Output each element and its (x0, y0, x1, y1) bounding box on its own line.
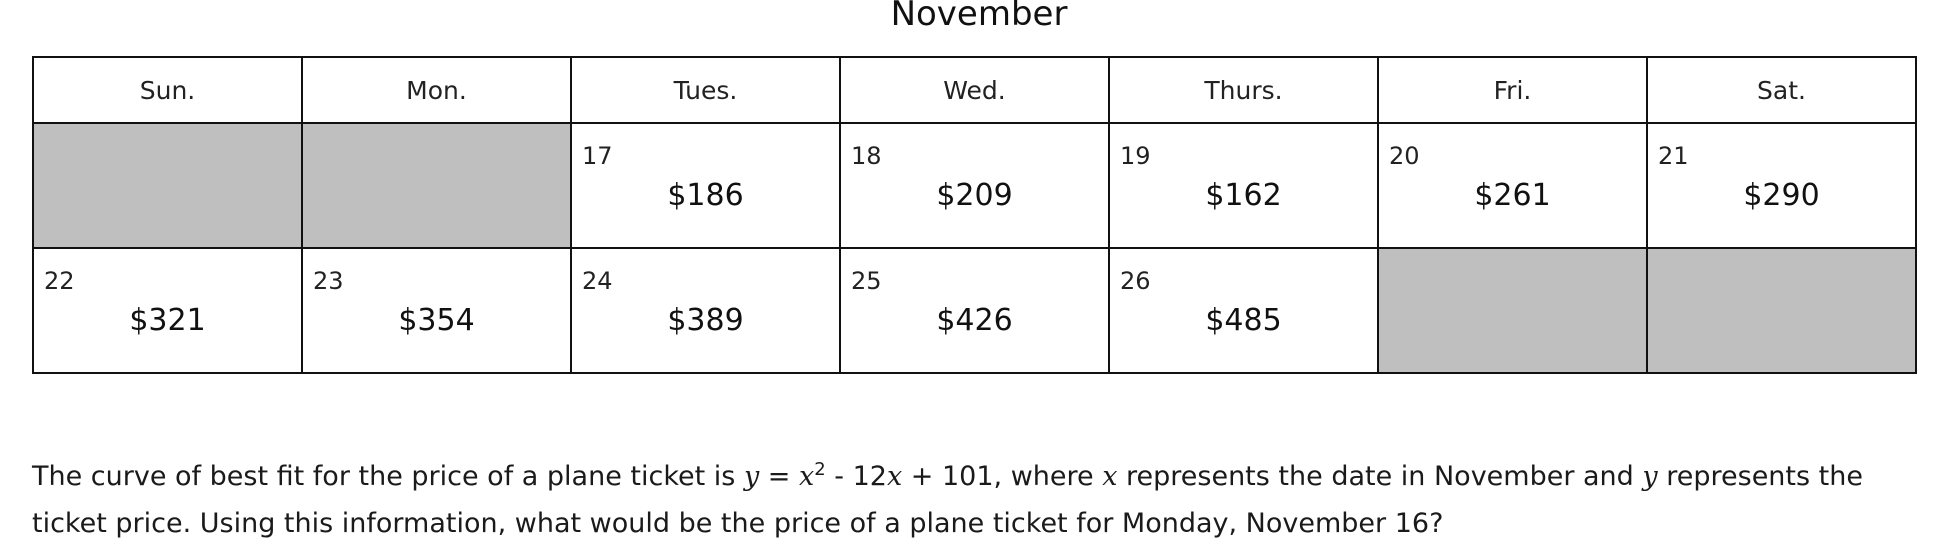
variable-y: y (743, 461, 760, 492)
day-header-wed: Wed. (840, 57, 1109, 123)
calendar-month-title: November (890, 0, 1068, 34)
day-number: 23 (313, 267, 344, 295)
question-part: - 12 (825, 461, 887, 492)
question-text (32, 453, 1922, 547)
empty-day-cell (33, 123, 302, 248)
question-part: represents the ticket price. Using this information, what would be the price of a plane ticket for Monday, November 16? (32, 461, 1863, 539)
day-cell-23 (302, 248, 571, 373)
question-part: represents the date in November and (1117, 461, 1643, 492)
week-row-1 (33, 123, 1916, 248)
exponent: 2 (814, 459, 826, 480)
day-cell-20 (1378, 123, 1647, 248)
ticket-price: $354 (398, 303, 475, 338)
day-header-thu: Thurs. (1109, 57, 1378, 123)
question-part: The curve of best fit for the price of a plane ticket is (32, 461, 744, 492)
variable-y: y (1642, 461, 1658, 492)
price-calendar-table (32, 56, 1917, 374)
day-number: 20 (1389, 142, 1420, 170)
day-header-sat: Sat. (1647, 57, 1916, 123)
day-header-mon: Mon. (302, 57, 571, 123)
question-part: = (759, 461, 800, 492)
ticket-price: $426 (936, 303, 1013, 338)
ticket-price: $209 (936, 178, 1013, 213)
day-cell-21 (1647, 123, 1916, 248)
week-row-2 (33, 248, 1916, 373)
ticket-price: $162 (1205, 178, 1282, 213)
empty-day-cell (1647, 248, 1916, 373)
day-cell-19 (1109, 123, 1378, 248)
ticket-price: $389 (667, 303, 744, 338)
day-cell-17 (571, 123, 840, 248)
day-number: 21 (1658, 142, 1689, 170)
day-cell-25 (840, 248, 1109, 373)
day-number: 17 (582, 142, 613, 170)
ticket-price: $290 (1743, 178, 1820, 213)
day-number: 19 (1120, 142, 1151, 170)
day-header-sun: Sun. (33, 57, 302, 123)
question-part: + 101, where (902, 461, 1103, 492)
day-cell-26 (1109, 248, 1378, 373)
day-number: 24 (582, 267, 613, 295)
ticket-price: $485 (1205, 303, 1282, 338)
empty-day-cell (302, 123, 571, 248)
ticket-price: $186 (667, 178, 744, 213)
day-number: 25 (851, 267, 882, 295)
variable-x: x (799, 461, 815, 492)
empty-day-cell (1378, 248, 1647, 373)
ticket-price: $321 (129, 303, 206, 338)
day-cell-18 (840, 123, 1109, 248)
ticket-price: $261 (1474, 178, 1551, 213)
day-number: 26 (1120, 267, 1151, 295)
day-header-tue: Tues. (571, 57, 840, 123)
variable-x: x (1102, 461, 1118, 492)
day-cell-22 (33, 248, 302, 373)
day-cell-24 (571, 248, 840, 373)
day-header-fri: Fri. (1378, 57, 1647, 123)
variable-x: x (886, 461, 903, 492)
day-number: 18 (851, 142, 882, 170)
day-number: 22 (44, 267, 75, 295)
weekday-header-row (33, 57, 1916, 123)
